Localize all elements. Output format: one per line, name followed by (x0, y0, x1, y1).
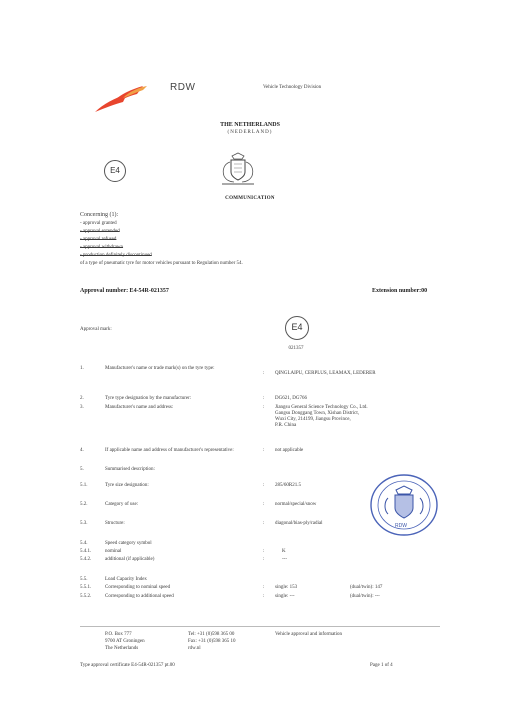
item-number: 5.4. (80, 541, 88, 546)
item-number: 5.4.1. (80, 549, 92, 554)
item-label: additional (if applicable) (105, 557, 155, 562)
footer-address-line: P.O. Box 777 (105, 632, 132, 637)
item-number: 5.5.2. (80, 594, 92, 599)
item-value: (dual/twin): --- (350, 594, 380, 599)
item-number: 5.5. (80, 577, 88, 582)
item-number: 5.3. (80, 521, 88, 526)
item-number: 4. (80, 448, 84, 453)
item-label: Tyre type designation by the manufacturer: (105, 396, 192, 401)
footer-contact-line: rdw.nl (188, 646, 201, 651)
country-local-name: (NEDERLAND) (227, 130, 273, 135)
item-label: Summarised description: (105, 467, 155, 472)
item-value: QINGLAIPU, CERPLUS, LEAMAX, LEDERER (275, 371, 376, 376)
stamp-text: RDW (395, 523, 407, 529)
footer-address-line: 9700 AT Groningen (105, 639, 145, 644)
coat-of-arms-icon (218, 152, 258, 188)
item-number: 1. (80, 366, 84, 371)
country-name: THE NETHERLANDS (220, 122, 280, 128)
concerning-item: - approval granted (80, 221, 117, 226)
item-number: 5.4.2. (80, 557, 92, 562)
page-number: Page 1 of 4 (370, 663, 393, 668)
concerning-item: - approval withdrawn (80, 245, 124, 250)
item-label: Load Capacity Index (105, 577, 147, 582)
item-number: 2. (80, 396, 84, 401)
item-value: diagonal/bias-ply/radial (275, 521, 323, 526)
concerning-item: - approval refused (80, 237, 117, 242)
approval-mark-text: E4 (291, 322, 303, 332)
item-value: (dual/twin): 147 (350, 585, 383, 590)
item-value: normal/special/snow (275, 502, 317, 507)
approval-mark-label: Approval mark: (80, 327, 112, 332)
item-colon: : (263, 483, 265, 488)
item-value: single: --- (275, 594, 295, 599)
concerning-tail: of a type of pneumatic tyre for motor vehicles pursuant to Regulation number 54. (80, 261, 243, 266)
item-label: Manufacturer's name and address: (105, 405, 174, 410)
item-number: 3. (80, 405, 84, 410)
concerning-item: - approval extended (80, 229, 120, 234)
item-number: 5.5.1. (80, 585, 92, 590)
item-colon: : (263, 557, 265, 562)
item-value: single: 153 (275, 585, 298, 590)
item-colon: : (263, 502, 265, 507)
item-label: Category of use: (105, 502, 139, 507)
item-colon: : (263, 549, 265, 554)
item-label: Manufacturer's name or trade mark(s) on the tyre type: (105, 366, 215, 371)
item-colon: : (263, 405, 265, 410)
footer-contact-line: Tel: +31 (0)598 365 00 (188, 632, 235, 637)
approval-number: Approval number: E4-54R-021357 (80, 288, 169, 294)
item-value: 285/60R21.5 (275, 483, 301, 488)
item-colon: : (263, 585, 265, 590)
footer-reference: Type approval certificate E4-54R-021357 pt.00 (80, 663, 175, 668)
footer-divider (80, 626, 440, 627)
item-colon: : (263, 448, 265, 453)
approval-mark-number: 021357 (288, 346, 304, 351)
document-title: COMMUNICATION (225, 196, 275, 201)
item-label: Corresponding to nominal speed (105, 585, 171, 590)
item-label: nominal (105, 549, 122, 554)
item-colon: : (263, 396, 265, 401)
item-label: Structure: (105, 521, 125, 526)
item-colon: : (263, 594, 265, 599)
item-colon: : (263, 521, 265, 526)
concerning-intro: Concerning (1): (80, 212, 119, 218)
item-number: 5. (80, 467, 84, 472)
approval-mark-circle (104, 160, 126, 182)
concerning-item: - production definitely discontinued (80, 253, 152, 258)
item-value: --- (282, 557, 287, 562)
item-value: DG621, DG766 (275, 396, 307, 401)
item-label: Corresponding to additional speed (105, 594, 174, 599)
item-value: K (282, 549, 286, 554)
rdw-logo-icon (93, 82, 151, 116)
footer-contact-line: Fax: +31 (0)598 365 10 (188, 639, 236, 644)
item-number: 5.2. (80, 502, 88, 507)
approval-mark-text: E4 (110, 166, 120, 175)
item-label: Speed category symbol (105, 541, 152, 546)
item-label: If applicable name and address of manufacturer's representative: (105, 448, 234, 453)
item-colon: : (263, 371, 265, 376)
org-name: RDW (170, 82, 196, 93)
extension-number: Extension number:00 (372, 288, 428, 294)
approval-mark-circle (285, 316, 309, 340)
item-value: Jiangsu General Science Technology Co., Ltd. Gangsu Donggang Town, Xishan District, Wuxi City, 214199, Jiangsu Province, P.R. China (275, 405, 368, 428)
division-name: Vehicle Technology Division (263, 85, 322, 90)
item-number: 5.1. (80, 483, 88, 488)
footer-department: Vehicle approval and information (275, 632, 343, 637)
item-value: not applicable (275, 448, 304, 453)
item-label: Tyre size designation: (105, 483, 149, 488)
footer-address-line: The Netherlands (105, 646, 139, 651)
